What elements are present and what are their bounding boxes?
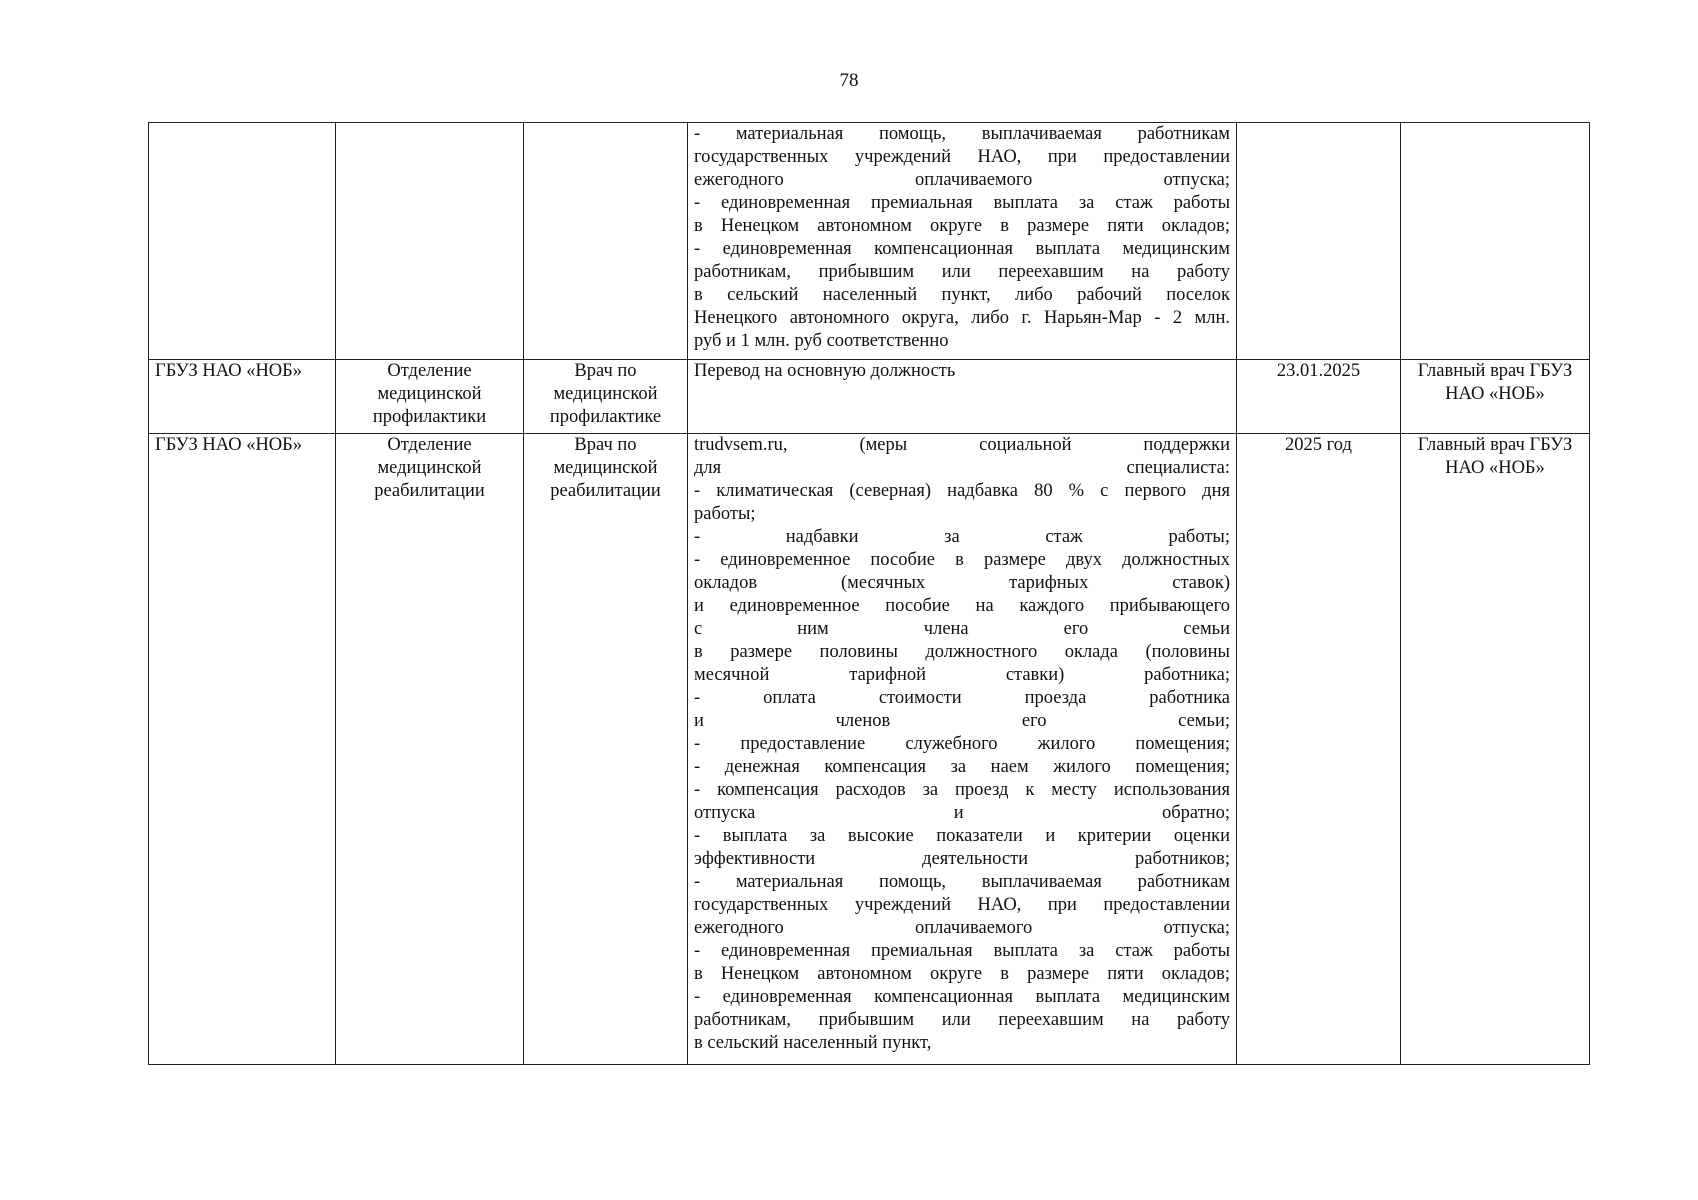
measure-line: trudvsem.ru, (меры социальной поддержки <box>694 435 1230 455</box>
measure-line: - единовременное пособие в размере двух должностных <box>694 550 1230 570</box>
responsible-cell <box>1401 434 1590 1065</box>
measure-line: - единовременная премиальная выплата за стаж работы <box>694 941 1230 961</box>
measure-line: - материальная помощь, выплачиваемая работникам <box>694 124 1230 144</box>
table-row <box>149 434 1590 1065</box>
date-cell <box>1237 434 1401 1065</box>
measures-cell <box>688 434 1237 1065</box>
date-text: 2025 год <box>1285 435 1352 455</box>
measure-line: Перевод на основную должность <box>694 361 956 381</box>
measure-line: эффективности деятельности работников; <box>694 849 1230 869</box>
measure-line: - единовременная компенсационная выплата медицинским <box>694 987 1230 1007</box>
measure-line: государственных учреждений НАО, при предоставлении <box>694 895 1230 915</box>
measure-line: в Ненецком автономном округе в размере пяти окладов; <box>694 964 1230 984</box>
measure-line: отпуска и обратно; <box>694 803 1230 823</box>
department-text: Отделение медицинской реабилитации <box>374 435 485 501</box>
date-text: 23.01.2025 <box>1276 361 1361 381</box>
date-cell <box>1237 360 1401 434</box>
responsible-text: Главный врач ГБУЗ НАО «НОБ» <box>1417 361 1573 404</box>
organization-text: ГБУЗ НАО «НОБ» <box>155 361 303 381</box>
position-cell <box>524 434 688 1065</box>
position-cell <box>524 123 688 360</box>
measure-line: - единовременная компенсационная выплата медицинским <box>694 239 1230 259</box>
measure-line: работникам, прибывшим или переехавшим на работу <box>694 262 1230 282</box>
position-cell <box>524 360 688 434</box>
measure-line: для специалиста: <box>694 458 1230 478</box>
date-cell <box>1237 123 1401 360</box>
department-cell <box>336 123 524 360</box>
responsible-cell <box>1401 123 1590 360</box>
organization-cell <box>149 123 336 360</box>
measure-line: в Ненецком автономном округе в размере пяти окладов; <box>694 216 1230 236</box>
page-number: 78 <box>839 70 859 91</box>
measure-line: Ненецкого автономного округа, либо г. Нарьян-Мар - 2 млн. <box>694 308 1230 328</box>
measures-cell <box>688 360 1237 434</box>
organization-text: ГБУЗ НАО «НОБ» <box>155 435 303 455</box>
measure-line: в размере половины должностного оклада (половины <box>694 642 1230 662</box>
measure-line: с ним члена его семьи <box>694 619 1230 639</box>
measure-line: руб и 1 млн. руб соответственно <box>694 331 949 351</box>
measure-line: месячной тарифной ставки) работника; <box>694 665 1230 685</box>
measure-line: государственных учреждений НАО, при предоставлении <box>694 147 1230 167</box>
department-cell <box>336 360 524 434</box>
measure-line: - климатическая (северная) надбавка 80 % с первого дня <box>694 481 1230 501</box>
measure-line: - оплата стоимости проезда работника <box>694 688 1230 708</box>
organization-cell <box>149 360 336 434</box>
department-text: Отделение медицинской профилактики <box>372 361 487 427</box>
measures-cell <box>688 123 1237 360</box>
measure-line: в сельский населенный пункт, <box>694 1033 932 1053</box>
position-text: Врач по медицинской профилактике <box>549 361 662 427</box>
measure-line: работы; <box>694 504 756 524</box>
organization-cell <box>149 434 336 1065</box>
measure-line: и единовременное пособие на каждого прибывающего <box>694 596 1230 616</box>
measure-line: - денежная компенсация за наем жилого помещения; <box>694 757 1230 777</box>
measure-line: - надбавки за стаж работы; <box>694 527 1230 547</box>
department-cell <box>336 434 524 1065</box>
table-row <box>149 360 1590 434</box>
measure-line: - материальная помощь, выплачиваемая работникам <box>694 872 1230 892</box>
table-row <box>149 123 1590 360</box>
measure-line: ежегодного оплачиваемого отпуска; <box>694 918 1230 938</box>
measure-line: в сельский населенный пункт, либо рабочий поселок <box>694 285 1230 305</box>
responsible-text: Главный врач ГБУЗ НАО «НОБ» <box>1417 435 1573 478</box>
measure-line: - выплата за высокие показатели и критерии оценки <box>694 826 1230 846</box>
measure-line: и членов его семьи; <box>694 711 1230 731</box>
position-text: Врач по медицинской реабилитации <box>550 435 661 501</box>
measure-line: ежегодного оплачиваемого отпуска; <box>694 170 1230 190</box>
measure-line: - компенсация расходов за проезд к месту использования <box>694 780 1230 800</box>
measure-line: - предоставление служебного жилого помещения; <box>694 734 1230 754</box>
measures-table <box>148 122 1590 1065</box>
measure-line: - единовременная премиальная выплата за стаж работы <box>694 193 1230 213</box>
measure-line: работникам, прибывшим или переехавшим на работу <box>694 1010 1230 1030</box>
measure-line: окладов (месячных тарифных ставок) <box>694 573 1230 593</box>
responsible-cell <box>1401 360 1590 434</box>
